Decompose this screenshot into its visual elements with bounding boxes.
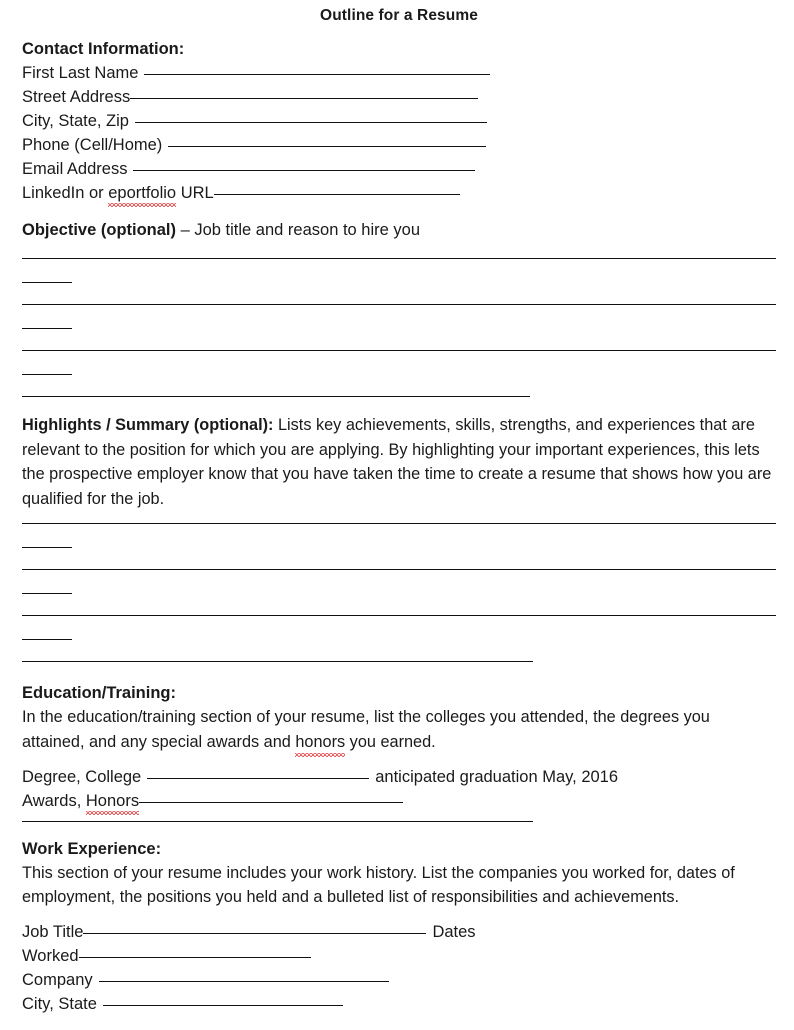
field-label-first-last-name: First Last Name xyxy=(22,64,139,82)
field-row-degree-college xyxy=(22,765,776,789)
field-tail-dates: Dates xyxy=(432,922,476,941)
section-heading-highlights xyxy=(22,413,776,511)
section-heading-work-experience: Work Experience: xyxy=(22,839,162,858)
section-heading-objective-label: Objective (optional) xyxy=(22,221,177,239)
section-body-education-training xyxy=(22,705,776,754)
field-label-linkedin-url xyxy=(22,181,214,205)
field-row-linkedin-url xyxy=(22,181,776,205)
spellcheck-word-honors: honors xyxy=(295,730,345,755)
field-label-email-address: Email Address xyxy=(22,160,128,178)
linkedin-label-suffix: URL xyxy=(176,184,214,202)
field-row-company xyxy=(22,968,776,992)
field-label-phone: Phone (Cell/Home) xyxy=(22,136,163,154)
field-rule-first-last-name[interactable] xyxy=(144,74,490,75)
field-row-city-state-zip xyxy=(22,109,776,133)
field-rule-city-state-clipped[interactable] xyxy=(103,1005,343,1006)
field-label-job-title: Job Title xyxy=(22,922,84,941)
linkedin-label-prefix: LinkedIn or xyxy=(22,184,109,202)
field-label-city-state-clipped: City, State xyxy=(22,994,97,1013)
field-label-company: Company xyxy=(22,970,93,989)
field-rule-linkedin-url[interactable] xyxy=(214,194,460,195)
field-rule-awards-honors[interactable] xyxy=(139,802,403,803)
field-row-street-address xyxy=(22,85,776,109)
field-rule-city-state-zip[interactable] xyxy=(135,122,487,123)
section-body-work-experience: This section of your resume includes your work history. List the companies you worked for, dates of employment, the positions you held and a bulleted list of responsibilities and achievements. xyxy=(22,863,735,907)
field-rule-worked[interactable] xyxy=(79,957,311,958)
field-row-job-title xyxy=(22,920,776,944)
section-body-highlights: Lists key achievements, skills, strengths, and experiences that are relevant to the position for which you are applying. By highlighting your important experiences, this lets the prospective employer know that you have taken the time to create a resume that shows how you are qualified for the job. xyxy=(22,416,772,508)
spellcheck-word-honors-label: Honors xyxy=(86,789,139,813)
field-label-awards-honors xyxy=(22,789,139,813)
field-row-awards-honors xyxy=(22,789,776,813)
field-label-degree-college: Degree, College xyxy=(22,767,142,786)
page-title: Outline for a Resume xyxy=(320,7,478,24)
section-heading-objective-description: – Job title and reason to hire you xyxy=(176,221,421,239)
field-rule-company[interactable] xyxy=(99,981,389,982)
field-row-phone xyxy=(22,133,776,157)
field-tail-anticipated-graduation: anticipated graduation May, 2016 xyxy=(375,767,619,786)
field-rule-email-address[interactable] xyxy=(133,170,475,171)
education-body-part2: you earned. xyxy=(345,732,436,751)
field-row-worked xyxy=(22,944,776,968)
field-label-worked: Worked xyxy=(22,946,79,965)
education-body-part1: In the education/training section of your resume, list the colleges you attended, the degrees you attained, and any special awards and xyxy=(22,708,710,751)
section-heading-contact-information: Contact Information: xyxy=(22,40,185,58)
field-rule-phone[interactable] xyxy=(168,146,486,147)
awards-label-prefix: Awards, xyxy=(22,791,86,810)
section-heading-objective xyxy=(22,219,776,242)
field-rule-street-address[interactable] xyxy=(130,98,478,99)
section-heading-highlights-label: Highlights / Summary (optional): xyxy=(22,416,274,434)
field-rule-degree-college[interactable] xyxy=(147,778,369,779)
field-row-city-state-clipped xyxy=(22,992,776,1016)
field-label-street-address: Street Address xyxy=(22,88,131,106)
field-rule-job-title[interactable] xyxy=(83,933,426,934)
spellcheck-word-eportfolio: eportfolio xyxy=(108,181,176,205)
field-row-email-address xyxy=(22,157,776,181)
resume-outline-document xyxy=(0,6,794,1030)
section-heading-education-training: Education/Training: xyxy=(22,684,177,703)
field-label-city-state-zip: City, State, Zip xyxy=(22,112,129,130)
field-row-first-last-name xyxy=(22,61,776,85)
